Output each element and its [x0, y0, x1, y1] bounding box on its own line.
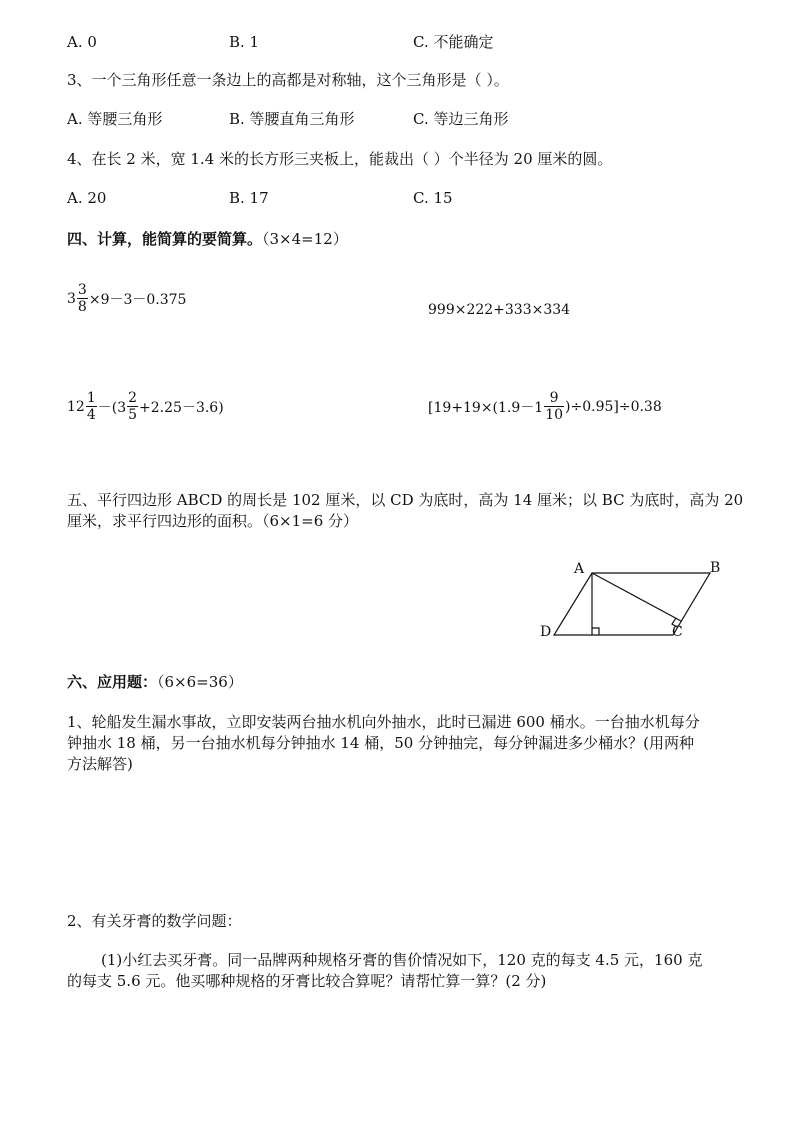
- e4-pre: [19+19×(1.9－1: [428, 399, 544, 416]
- e3-num1: 1: [86, 390, 96, 406]
- problem2-title: 2、有关牙膏的数学问题：: [67, 912, 242, 930]
- section4-heading: [67, 229, 348, 249]
- problem1-line-3: 方法解答): [67, 755, 133, 773]
- height-to-bc: [592, 573, 681, 621]
- calc-expression-2: 999×222+333×334: [428, 302, 571, 318]
- section6-points: （6×6=36）: [157, 673, 243, 691]
- q4-option-c: C. 15: [413, 189, 453, 207]
- parallelogram-outline: [554, 573, 710, 635]
- calc-expression-1: [67, 282, 186, 315]
- problem1-line-2: 钟抽水 18 桶，另一台抽水机每分钟抽水 14 桶，50 分钟抽完，每分钟漏进多少桶水？(用两种: [67, 734, 694, 752]
- calc-expression-4: [428, 390, 662, 423]
- e3-fraction-2: [127, 390, 138, 423]
- right-angle-marker-cd: [592, 628, 599, 635]
- e1-den: 8: [77, 299, 87, 315]
- q3-text: 3、一个三角形任意一条边上的高都是对称轴，这个三角形是（ ）。: [67, 71, 509, 89]
- problem2-sub-line-1: (1)小红去买牙膏。同一品牌两种规格牙膏的售价情况如下，120 克的每支 4.5 元，160 克: [101, 951, 703, 969]
- calc-expression-3: [67, 390, 224, 423]
- q2-option-c: C. 不能确定: [413, 33, 494, 51]
- section5-line-1: 五、平行四边形 ABCD 的周长是 102 厘米，以 CD 为底时，高为 14 厘米；以 BC 为底时，高为 20: [67, 491, 744, 509]
- e3-num2: 2: [128, 390, 138, 406]
- e3-den2: 5: [128, 407, 138, 423]
- vertex-b-label: B: [710, 560, 721, 576]
- e3-whole: 12: [67, 398, 85, 415]
- q4-text: 4、在长 2 米，宽 1.4 米的长方形三夹板上，能裁出（ ）个半径为 20 厘米的圆。: [67, 150, 613, 168]
- problem1-line-1: 1、轮船发生漏水事故，立即安装两台抽水机向外抽水，此时已漏进 600 桶水。一台抽水机每分: [67, 713, 700, 731]
- e3-fraction-1: [86, 390, 97, 423]
- q2-option-a: A. 0: [67, 33, 97, 51]
- q3-option-c: C. 等边三角形: [413, 110, 509, 128]
- q2-option-b: B. 1: [229, 33, 260, 51]
- e4-rest: )÷0.95]÷0.38: [565, 398, 662, 415]
- e1-fraction: [77, 282, 88, 315]
- e3-den1: 4: [86, 407, 96, 423]
- problem2-sub-line-2: 的每支 5.6 元。他买哪种规格的牙膏比较合算呢？请帮忙算一算？(2 分): [67, 972, 547, 990]
- parallelogram-diagram: [530, 555, 730, 645]
- section4-points: （3×4=12）: [262, 230, 348, 248]
- e4-num: 9: [544, 390, 564, 407]
- q4-option-b: B. 17: [229, 189, 269, 207]
- e3-rest: +2.25－3.6): [139, 399, 224, 416]
- e3-mid: －(3: [97, 399, 127, 416]
- section6-heading: [67, 672, 243, 692]
- q4-option-a: A. 20: [67, 189, 107, 207]
- section6-title: 六、应用题：: [67, 673, 158, 691]
- vertex-d-label: D: [540, 624, 552, 640]
- vertex-c-label: C: [672, 624, 683, 640]
- q3-option-b: B. 等腰直角三角形: [229, 110, 355, 128]
- vertex-a-label: A: [574, 561, 585, 577]
- e1-num: 3: [77, 282, 87, 298]
- e4-den: 10: [545, 407, 564, 423]
- section4-title: 四、计算，能简算的要简算。: [67, 230, 263, 248]
- section5-line-2: 厘米，求平行四边形的面积。（6×1=6 分）: [67, 512, 359, 530]
- q3-option-a: A. 等腰三角形: [67, 110, 163, 128]
- e1-whole: 3: [67, 290, 76, 307]
- e1-rest: ×9－3－0.375: [88, 291, 187, 308]
- e4-fraction: [544, 390, 564, 423]
